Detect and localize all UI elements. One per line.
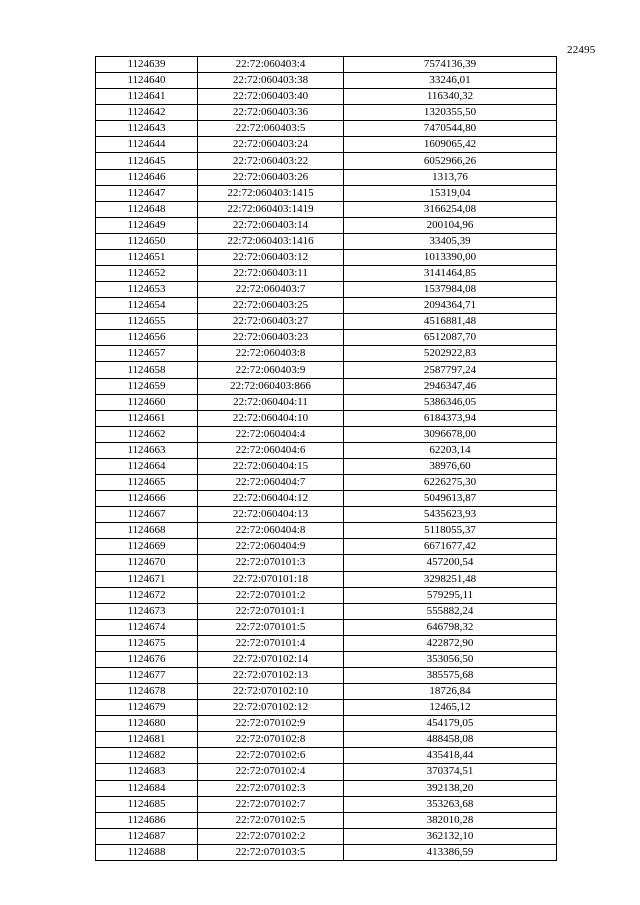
row-number-cell: 1124670 <box>96 555 198 571</box>
table-row <box>96 555 557 571</box>
row-number-cell: 1124666 <box>96 491 198 507</box>
cadastral-number-cell: 22:72:060403:12 <box>198 249 344 265</box>
cadastral-number-cell: 22:72:060403:14 <box>198 217 344 233</box>
cadastral-number-cell: 22:72:060404:4 <box>198 426 344 442</box>
table-row <box>96 153 557 169</box>
cadastral-number-cell: 22:72:060403:38 <box>198 73 344 89</box>
cadastral-number-cell: 22:72:070101:5 <box>198 619 344 635</box>
cadastral-value-cell: 4516881,48 <box>344 314 557 330</box>
cadastral-number-cell: 22:72:070102:8 <box>198 732 344 748</box>
cadastral-value-cell: 5202922,83 <box>344 346 557 362</box>
row-number-cell: 1124669 <box>96 539 198 555</box>
row-number-cell: 1124665 <box>96 475 198 491</box>
cadastral-value-cell: 2094364,71 <box>344 298 557 314</box>
cadastral-number-cell: 22:72:060403:1416 <box>198 233 344 249</box>
cadastral-value-cell: 3166254,08 <box>344 201 557 217</box>
table-row <box>96 233 557 249</box>
cadastral-value-cell: 454179,05 <box>344 716 557 732</box>
row-number-cell: 1124641 <box>96 89 198 105</box>
cadastral-value-cell: 3096678,00 <box>344 426 557 442</box>
cadastral-number-cell: 22:72:060404:11 <box>198 394 344 410</box>
table-row <box>96 346 557 362</box>
row-number-cell: 1124642 <box>96 105 198 121</box>
row-number-cell: 1124659 <box>96 378 198 394</box>
row-number-cell: 1124668 <box>96 523 198 539</box>
table-row <box>96 651 557 667</box>
row-number-cell: 1124683 <box>96 764 198 780</box>
row-number-cell: 1124684 <box>96 780 198 796</box>
row-number-cell: 1124685 <box>96 796 198 812</box>
cadastral-number-cell: 22:72:070101:2 <box>198 587 344 603</box>
cadastral-number-cell: 22:72:060403:36 <box>198 105 344 121</box>
row-number-cell: 1124661 <box>96 410 198 426</box>
cadastral-value-cell: 7470544,80 <box>344 121 557 137</box>
cadastral-number-cell: 22:72:060403:4 <box>198 57 344 73</box>
cadastral-value-cell: 370374,51 <box>344 764 557 780</box>
cadastral-value-cell: 12465,12 <box>344 700 557 716</box>
row-number-cell: 1124680 <box>96 716 198 732</box>
cadastral-number-cell: 22:72:060403:1415 <box>198 185 344 201</box>
cadastral-value-cell: 200104,96 <box>344 217 557 233</box>
table-row <box>96 619 557 635</box>
table-row <box>96 73 557 89</box>
table-row <box>96 266 557 282</box>
cadastral-value-cell: 1013390,00 <box>344 249 557 265</box>
table-row <box>96 603 557 619</box>
row-number-cell: 1124681 <box>96 732 198 748</box>
cadastral-number-cell: 22:72:060403:7 <box>198 282 344 298</box>
table-row <box>96 732 557 748</box>
table-row <box>96 201 557 217</box>
cadastral-value-cell: 422872,90 <box>344 635 557 651</box>
cadastral-number-cell: 22:72:060404:9 <box>198 539 344 555</box>
cadastral-number-cell: 22:72:070102:7 <box>198 796 344 812</box>
cadastral-value-cell: 5118055,37 <box>344 523 557 539</box>
table-row <box>96 475 557 491</box>
cadastral-number-cell: 22:72:070102:10 <box>198 684 344 700</box>
cadastral-number-cell: 22:72:060404:10 <box>198 410 344 426</box>
row-number-cell: 1124643 <box>96 121 198 137</box>
table-row <box>96 330 557 346</box>
table-row <box>96 539 557 555</box>
cadastral-value-cell: 6226275,30 <box>344 475 557 491</box>
row-number-cell: 1124686 <box>96 812 198 828</box>
row-number-cell: 1124647 <box>96 185 198 201</box>
cadastral-value-cell: 33405,39 <box>344 233 557 249</box>
cadastral-value-cell: 116340,32 <box>344 89 557 105</box>
page-number: 22495 <box>567 44 596 56</box>
table-row <box>96 571 557 587</box>
row-number-cell: 1124664 <box>96 458 198 474</box>
table-row <box>96 362 557 378</box>
table-row <box>96 764 557 780</box>
cadastral-number-cell: 22:72:060404:8 <box>198 523 344 539</box>
cadastral-value-cell: 382010,28 <box>344 812 557 828</box>
row-number-cell: 1124640 <box>96 73 198 89</box>
cadastral-value-cell: 18726,84 <box>344 684 557 700</box>
row-number-cell: 1124650 <box>96 233 198 249</box>
row-number-cell: 1124652 <box>96 266 198 282</box>
cadastral-value-cell: 7574136,39 <box>344 57 557 73</box>
row-number-cell: 1124682 <box>96 748 198 764</box>
cadastral-value-cell: 38976,60 <box>344 458 557 474</box>
cadastral-number-cell: 22:72:060403:23 <box>198 330 344 346</box>
cadastral-value-cell: 353263,68 <box>344 796 557 812</box>
cadastral-value-cell: 5435623,93 <box>344 507 557 523</box>
cadastral-value-cell: 15319,04 <box>344 185 557 201</box>
table-row <box>96 700 557 716</box>
cadastral-number-cell: 22:72:070102:6 <box>198 748 344 764</box>
table-row <box>96 185 557 201</box>
cadastral-number-cell: 22:72:060404:12 <box>198 491 344 507</box>
table-row <box>96 57 557 73</box>
row-number-cell: 1124658 <box>96 362 198 378</box>
cadastral-number-cell: 22:72:060404:6 <box>198 442 344 458</box>
cadastral-value-cell: 2946347,46 <box>344 378 557 394</box>
cadastral-number-cell: 22:72:060403:27 <box>198 314 344 330</box>
row-number-cell: 1124662 <box>96 426 198 442</box>
row-number-cell: 1124688 <box>96 844 198 860</box>
cadastral-number-cell: 22:72:070103:5 <box>198 844 344 860</box>
row-number-cell: 1124646 <box>96 169 198 185</box>
cadastral-value-cell: 5049613,87 <box>344 491 557 507</box>
table-row <box>96 716 557 732</box>
cadastral-value-cell: 3141464,85 <box>344 266 557 282</box>
cadastral-number-cell: 22:72:060404:13 <box>198 507 344 523</box>
row-number-cell: 1124648 <box>96 201 198 217</box>
row-number-cell: 1124651 <box>96 249 198 265</box>
cadastral-value-cell: 435418,44 <box>344 748 557 764</box>
table-row <box>96 89 557 105</box>
cadastral-number-cell: 22:72:060404:7 <box>198 475 344 491</box>
row-number-cell: 1124673 <box>96 603 198 619</box>
row-number-cell: 1124676 <box>96 651 198 667</box>
row-number-cell: 1124655 <box>96 314 198 330</box>
cadastral-value-cell: 3298251,48 <box>344 571 557 587</box>
cadastral-number-cell: 22:72:070102:2 <box>198 828 344 844</box>
cadastral-number-cell: 22:72:060404:15 <box>198 458 344 474</box>
table-row <box>96 667 557 683</box>
cadastral-number-cell: 22:72:060403:5 <box>198 121 344 137</box>
table-body <box>96 57 557 861</box>
cadastral-number-cell: 22:72:070102:5 <box>198 812 344 828</box>
cadastral-number-cell: 22:72:070102:3 <box>198 780 344 796</box>
row-number-cell: 1124654 <box>96 298 198 314</box>
cadastral-number-cell: 22:72:070101:18 <box>198 571 344 587</box>
table-row <box>96 394 557 410</box>
cadastral-number-cell: 22:72:070101:4 <box>198 635 344 651</box>
table-row <box>96 314 557 330</box>
table-row <box>96 410 557 426</box>
table-row <box>96 748 557 764</box>
cadastral-value-cell: 1320355,50 <box>344 105 557 121</box>
cadastral-number-cell: 22:72:070102:12 <box>198 700 344 716</box>
table-row <box>96 780 557 796</box>
row-number-cell: 1124677 <box>96 667 198 683</box>
cadastral-value-cell: 2587797,24 <box>344 362 557 378</box>
table-row <box>96 378 557 394</box>
row-number-cell: 1124679 <box>96 700 198 716</box>
cadastral-number-cell: 22:72:060403:24 <box>198 137 344 153</box>
cadastral-number-cell: 22:72:060403:866 <box>198 378 344 394</box>
cadastral-value-cell: 392138,20 <box>344 780 557 796</box>
cadastral-number-cell: 22:72:060403:11 <box>198 266 344 282</box>
cadastral-value-cell: 1609065,42 <box>344 137 557 153</box>
table-row <box>96 828 557 844</box>
table-row <box>96 105 557 121</box>
cadastral-number-cell: 22:72:060403:8 <box>198 346 344 362</box>
cadastral-number-cell: 22:72:060403:1419 <box>198 201 344 217</box>
table-row <box>96 458 557 474</box>
cadastral-value-cell: 33246,01 <box>344 73 557 89</box>
row-number-cell: 1124660 <box>96 394 198 410</box>
table-row <box>96 217 557 233</box>
table-row <box>96 249 557 265</box>
table-row <box>96 507 557 523</box>
row-number-cell: 1124671 <box>96 571 198 587</box>
cadastral-number-cell: 22:72:060403:25 <box>198 298 344 314</box>
cadastral-value-cell: 5386346,05 <box>344 394 557 410</box>
cadastral-number-cell: 22:72:070102:9 <box>198 716 344 732</box>
cadastral-value-cell: 6671677,42 <box>344 539 557 555</box>
row-number-cell: 1124687 <box>96 828 198 844</box>
table-row <box>96 426 557 442</box>
table-row <box>96 844 557 860</box>
cadastral-value-cell: 1313,76 <box>344 169 557 185</box>
cadastral-value-cell: 646798,32 <box>344 619 557 635</box>
cadastral-value-table <box>95 56 557 861</box>
cadastral-value-cell: 6512087,70 <box>344 330 557 346</box>
table-row <box>96 137 557 153</box>
cadastral-number-cell: 22:72:060403:40 <box>198 89 344 105</box>
table-row <box>96 684 557 700</box>
table-row <box>96 523 557 539</box>
table-row <box>96 298 557 314</box>
row-number-cell: 1124663 <box>96 442 198 458</box>
row-number-cell: 1124639 <box>96 57 198 73</box>
cadastral-number-cell: 22:72:070101:3 <box>198 555 344 571</box>
row-number-cell: 1124667 <box>96 507 198 523</box>
cadastral-number-cell: 22:72:060403:26 <box>198 169 344 185</box>
cadastral-number-cell: 22:72:060403:9 <box>198 362 344 378</box>
row-number-cell: 1124675 <box>96 635 198 651</box>
row-number-cell: 1124645 <box>96 153 198 169</box>
cadastral-value-cell: 457200,54 <box>344 555 557 571</box>
cadastral-value-cell: 1537984,08 <box>344 282 557 298</box>
cadastral-value-cell: 488458,08 <box>344 732 557 748</box>
row-number-cell: 1124644 <box>96 137 198 153</box>
row-number-cell: 1124649 <box>96 217 198 233</box>
cadastral-value-cell: 6184373,94 <box>344 410 557 426</box>
table-row <box>96 491 557 507</box>
cadastral-number-cell: 22:72:070102:14 <box>198 651 344 667</box>
cadastral-value-cell: 6052966,26 <box>344 153 557 169</box>
cadastral-value-cell: 353056,50 <box>344 651 557 667</box>
cadastral-number-cell: 22:72:060403:22 <box>198 153 344 169</box>
row-number-cell: 1124672 <box>96 587 198 603</box>
row-number-cell: 1124678 <box>96 684 198 700</box>
table-row <box>96 121 557 137</box>
cadastral-value-cell: 413386,59 <box>344 844 557 860</box>
table-row <box>96 796 557 812</box>
cadastral-number-cell: 22:72:070102:13 <box>198 667 344 683</box>
cadastral-value-cell: 62203,14 <box>344 442 557 458</box>
table-row <box>96 169 557 185</box>
row-number-cell: 1124653 <box>96 282 198 298</box>
row-number-cell: 1124674 <box>96 619 198 635</box>
cadastral-value-cell: 385575,68 <box>344 667 557 683</box>
table-row <box>96 812 557 828</box>
row-number-cell: 1124657 <box>96 346 198 362</box>
row-number-cell: 1124656 <box>96 330 198 346</box>
table-row <box>96 635 557 651</box>
table-row <box>96 442 557 458</box>
cadastral-number-cell: 22:72:070102:4 <box>198 764 344 780</box>
cadastral-value-cell: 555882,24 <box>344 603 557 619</box>
table-row <box>96 282 557 298</box>
cadastral-value-cell: 362132,10 <box>344 828 557 844</box>
cadastral-value-cell: 579295,11 <box>344 587 557 603</box>
table-row <box>96 587 557 603</box>
cadastral-number-cell: 22:72:070101:1 <box>198 603 344 619</box>
